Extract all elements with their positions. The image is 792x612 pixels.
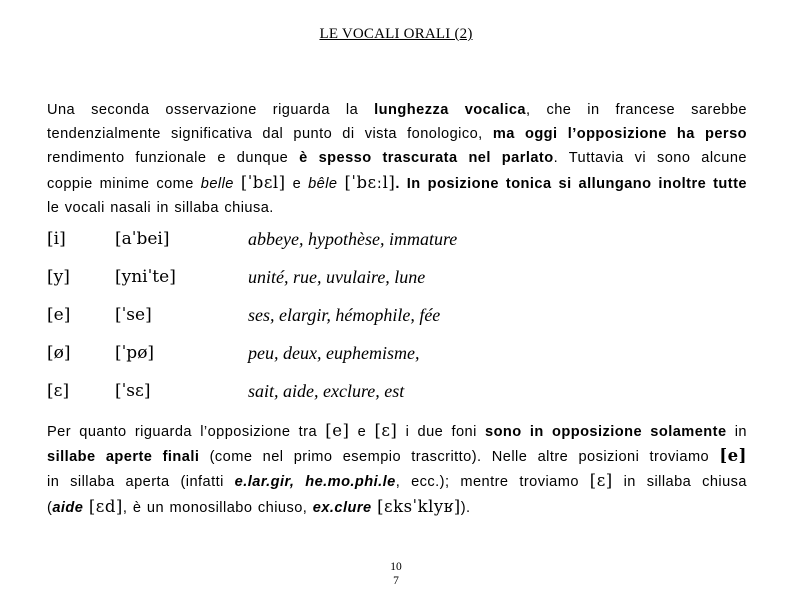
emphasis-text: . In posizione tonica si allungano inoltre tutte: [395, 175, 747, 192]
text: in: [726, 424, 747, 440]
text: , che in francese sarebbe: [525, 102, 747, 118]
example-row: [47, 343, 747, 373]
phonetic-transcription: [aˈbei]: [115, 229, 170, 249]
outro-line-4: [47, 495, 747, 520]
phonetic-transcription: [ˈpø]: [115, 343, 155, 363]
example-word: belle: [200, 175, 234, 192]
example-row: [47, 229, 747, 259]
example-row: [47, 305, 747, 335]
phonetic-transcription: [ˈse]: [115, 305, 152, 325]
text: rendimento funzionale e dunque: [47, 150, 300, 167]
text: e: [349, 424, 375, 440]
example-word: aide: [52, 499, 84, 516]
ipa-transcription: [e]: [325, 421, 350, 440]
ipa-transcription: [ɛ]: [374, 421, 398, 440]
phone-symbol: [ɛ]: [47, 381, 70, 401]
text: (come nel primo esempio trascritto). Nelle altre posizioni troviamo: [199, 449, 720, 466]
intro-line-5: [47, 196, 747, 220]
ipa-transcription: [ˈbɛl]: [240, 172, 286, 192]
text: le vocali nasali in sillaba chiusa.: [47, 199, 274, 216]
ipa-transcription: [ˈbɛːl]: [344, 172, 396, 192]
text: in sillaba aperta (infatti: [47, 474, 235, 491]
phonetic-transcription: [yniˈte]: [115, 267, 176, 287]
text: tendenzialmente significativa dal punto di vista fonologico,: [47, 126, 493, 143]
phone-symbol: [i]: [47, 229, 66, 249]
text: i due foni: [397, 424, 485, 440]
phonetic-transcription: [ˈsɛ]: [115, 381, 151, 401]
example-words: ses, elargir, hémophile, fée: [248, 305, 441, 325]
ipa-transcription: [ɛ]: [589, 471, 613, 491]
intro-line-3: [47, 146, 747, 170]
page-number-line: 7: [393, 575, 399, 587]
phone-symbol: [ø]: [47, 343, 71, 363]
ipa-transcription: [ɛd]: [88, 496, 123, 516]
ipa-transcription: [ɛksˈklyʁ]: [377, 496, 461, 516]
outro-paragraph: [47, 419, 747, 520]
page-title: LE VOCALI ORALI (2): [319, 26, 473, 42]
example-words: peu, deux, euphemisme,: [248, 343, 420, 363]
text: (: [47, 499, 53, 516]
outro-line-2: [47, 444, 747, 469]
example-words: unité, rue, uvulaire, lune: [248, 267, 426, 287]
text: Una seconda osservazione riguarda la: [47, 102, 375, 118]
example-words: sait, aide, exclure, est: [248, 381, 405, 401]
example-word: ex.clure: [312, 499, 372, 516]
text: , ecc.); mentre troviamo: [395, 474, 590, 491]
outro-line-3: [47, 469, 747, 494]
text: in sillaba chiusa: [612, 474, 747, 491]
emphasis-text: sillabe aperte finali: [47, 449, 200, 466]
example-word: e.lar.gir, he.mo.phi.le: [234, 474, 396, 491]
ipa-transcription: [e]: [719, 446, 747, 466]
example-row: [47, 381, 747, 411]
text: . Tuttavia vi sono alcune: [553, 150, 747, 167]
intro-line-4: [47, 171, 747, 196]
emphasis-text: lunghezza vocalica: [374, 102, 526, 118]
text: , è un monosillabo chiuso,: [122, 499, 313, 516]
page-number: [0, 560, 792, 588]
emphasis-text: ma oggi l’opposizione ha perso: [492, 126, 747, 143]
example-row: [47, 267, 747, 297]
phone-symbol: [e]: [47, 305, 71, 325]
emphasis-text: è spesso trascurata nel parlato: [299, 150, 554, 167]
phone-symbol: [y]: [47, 267, 70, 287]
intro-paragraph: [47, 98, 747, 220]
emphasis-text: sono in opposizione solamente: [485, 424, 727, 440]
example-word: bêle: [308, 175, 338, 192]
text: ).: [460, 499, 471, 516]
outro-line-1: [47, 419, 747, 444]
example-words: abbeye, hypothèse, immature: [248, 229, 458, 249]
intro-line-1: [47, 98, 747, 122]
intro-line-2: [47, 122, 747, 146]
text: coppie minime come: [47, 175, 201, 192]
page-number-line: 10: [390, 561, 402, 573]
text: e: [292, 175, 302, 192]
text: Per quanto riguarda l’opposizione tra: [47, 424, 326, 440]
